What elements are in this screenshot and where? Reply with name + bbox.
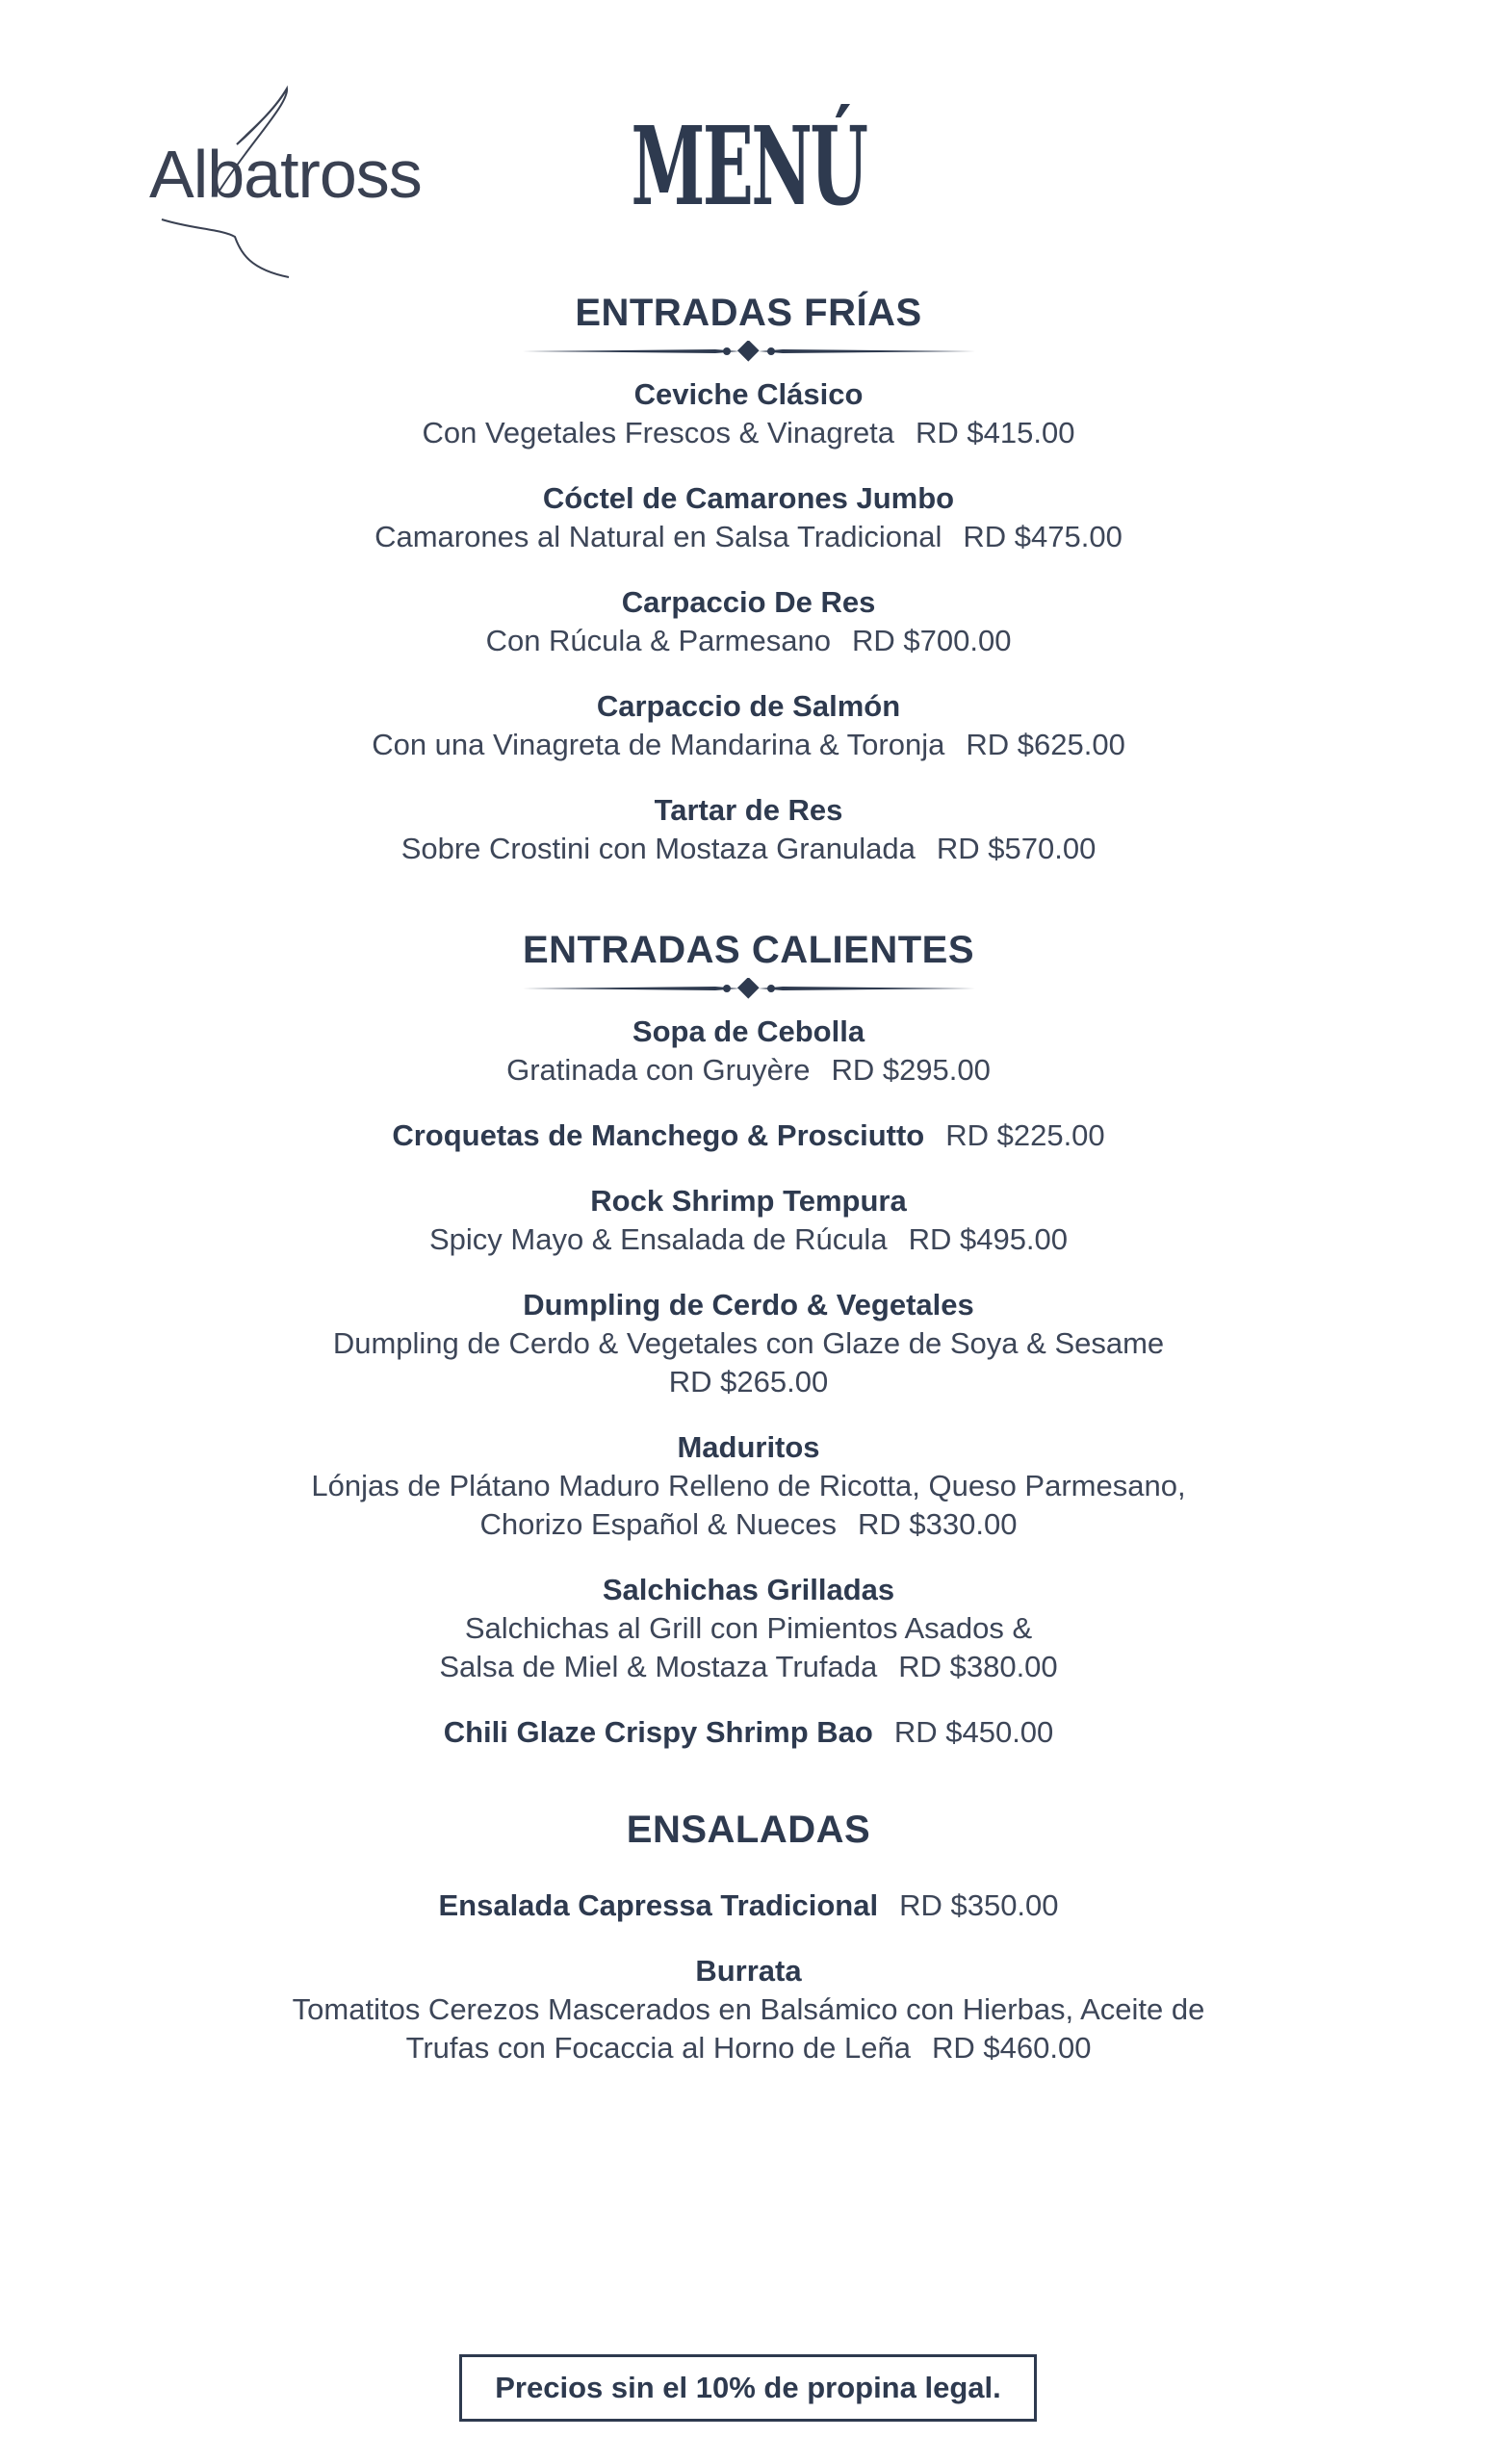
tip-notice: Precios sin el 10% de propina legal. (459, 2354, 1037, 2422)
ornament-divider-icon (523, 341, 975, 362)
item-price: RD $700.00 (851, 624, 1012, 657)
item-name: Salchichas Grilladas (602, 1573, 895, 1606)
item-price: RD $625.00 (966, 728, 1125, 761)
item-description: Spicy Mayo & Ensalada de Rúcula RD $495.00 (428, 1222, 1069, 1256)
menu-item (0, 1182, 1497, 1259)
item-price: RD $495.00 (908, 1222, 1069, 1256)
item-description: Con Vegetales Frescos & Vinagreta RD $415.00 (422, 416, 1075, 449)
item-description: Salsa de Miel & Mostaza Trufada RD $380.00 (439, 1650, 1058, 1683)
item-description: Camarones al Natural en Salsa Tradicional RD $475.00 (374, 520, 1123, 553)
menu-item (0, 479, 1497, 556)
item-name: Carpaccio de Salmón (596, 689, 901, 723)
item-name: Ceviche Clásico (633, 377, 864, 411)
menu-item (0, 1952, 1497, 2067)
section-entradas-frias (0, 289, 1497, 868)
item-price: RD $225.00 (945, 1118, 1105, 1152)
item-price: RD $415.00 (916, 416, 1075, 449)
item-price: RD $460.00 (931, 2031, 1092, 2065)
menu-item (0, 583, 1497, 660)
item-name: Maduritos (677, 1430, 820, 1464)
menu-item (0, 1428, 1497, 1544)
item-price: RD $450.00 (893, 1715, 1054, 1749)
section-title: ENTRADAS CALIENTES (522, 929, 975, 971)
item-name: Tartar de Res (654, 793, 843, 827)
section-entradas-calientes (0, 926, 1497, 1752)
item-name: Sopa de Cebolla (632, 1014, 865, 1048)
item-description: Con una Vinagreta de Mandarina & Toronja RD $625.00 (372, 728, 1125, 761)
item-name: Cóctel de Camarones Jumbo (542, 481, 955, 515)
section-ensaladas (0, 1806, 1497, 2067)
item-name: Carpaccio De Res (621, 585, 876, 619)
menu-item (0, 375, 1497, 452)
menu-item (0, 1116, 1497, 1155)
ornament-divider-icon (523, 978, 975, 999)
menu-item (0, 1571, 1497, 1686)
section-title: ENSALADAS (626, 1809, 871, 1851)
item-price: RD $265.00 (668, 1365, 829, 1399)
item-price: RD $330.00 (858, 1507, 1018, 1541)
item-description: Lónjas de Plátano Maduro Relleno de Ricotta, Queso Parmesano, (311, 1469, 1186, 1502)
item-price: RD $350.00 (899, 1888, 1059, 1922)
item-description: Dumpling de Cerdo & Vegetales con Glaze de Soya & Sesame (332, 1326, 1165, 1360)
menu-title: MENÚ (631, 104, 866, 230)
item-name: Chili Glaze Crispy Shrimp Bao (443, 1715, 873, 1749)
logo-wordmark: Albatross (149, 137, 422, 212)
menu-item (0, 791, 1497, 868)
item-description: Gratinada con Gruyère RD $295.00 (506, 1053, 991, 1087)
item-description: Con Rúcula & Parmesano RD $700.00 (485, 624, 1012, 657)
section-title: ENTRADAS FRÍAS (575, 292, 922, 334)
menu-content (0, 289, 1497, 2104)
menu-item (0, 1286, 1497, 1401)
item-description: Chorizo Español & Nueces RD $330.00 (479, 1507, 1018, 1541)
menu-item (0, 1713, 1497, 1752)
menu-item (0, 687, 1497, 764)
item-name: Dumpling de Cerdo & Vegetales (523, 1288, 974, 1322)
item-price: RD $475.00 (963, 520, 1123, 553)
item-name: Croquetas de Manchego & Prosciutto (392, 1118, 925, 1152)
item-price: RD $570.00 (936, 832, 1097, 865)
item-price: RD $295.00 (831, 1053, 991, 1087)
item-name: Burrata (695, 1954, 802, 1988)
item-description: Tomatitos Cerezos Mascerados en Balsámico con Hierbas, Aceite de (292, 1992, 1205, 2026)
item-name: Ensalada Capressa Tradicional (438, 1888, 879, 1922)
menu-item (0, 1013, 1497, 1090)
item-price: RD $380.00 (898, 1650, 1058, 1683)
item-description: Sobre Crostini con Mostaza Granulada RD $570.00 (400, 832, 1097, 865)
item-description: Trufas con Focaccia al Horno de Leña RD $460.00 (405, 2031, 1092, 2065)
item-description: Salchichas al Grill con Pimientos Asados & (464, 1611, 1033, 1645)
menu-item (0, 1886, 1497, 1925)
item-name: Rock Shrimp Tempura (590, 1184, 907, 1218)
